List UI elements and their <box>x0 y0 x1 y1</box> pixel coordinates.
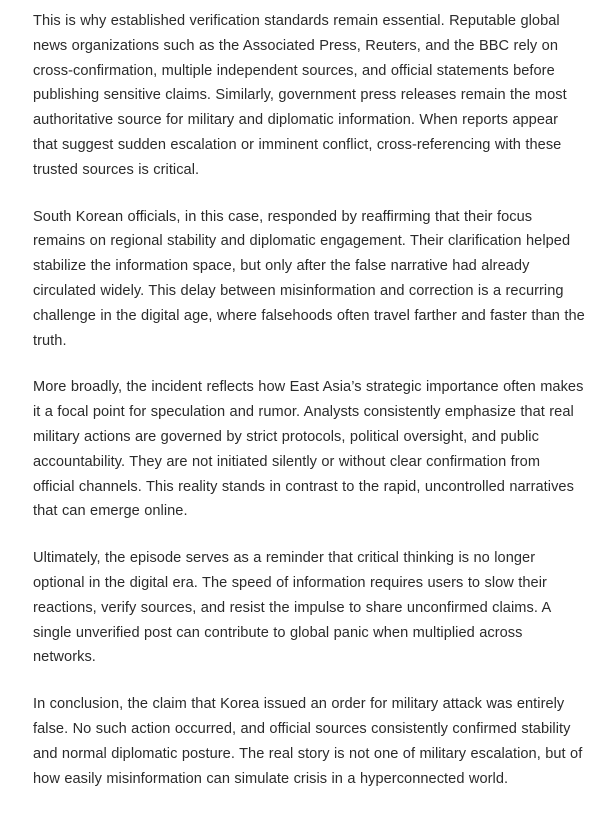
paragraph-south-korean-response: South Korean officials, in this case, responded by reaffirming that their focus remains on regional stability and diplomatic engagement. Their clarification helped stabilize the information space, but only after the false narrative had already circulated widely. This delay between misinformation and correction is a recurring challenge in the digital age, where falsehoods often travel farther and faster than the truth. <box>33 208 585 349</box>
paragraph-critical-thinking: Ultimately, the episode serves as a reminder that critical thinking is no longer optional in the digital era. The speed of information requires users to slow their reactions, verify sources, and resist the impulse to share unconfirmed claims. A single unverified post can contribute to global panic when multiplied across networks. <box>33 550 551 666</box>
paragraph-east-asia-importance: More broadly, the incident reflects how East Asia’s strategic importance often makes it a focal point for speculation and rumor. Analysts consistently emphasize that real military actions are governed by strict protocols, political oversight, and public accountability. They are not initiated silently or without clear confirmation from official channels. This reality stands in contrast to the rapid, uncontrolled narratives that can emerge online. <box>33 379 584 520</box>
paragraph-conclusion: In conclusion, the claim that Korea issued an order for military attack was entirely false. No such action occurred, and official sources consistently confirmed stability and normal diplomatic posture. The real story is not one of military escalation, but of how easily misinformation can simulate crisis in a hyperconnected world. <box>33 696 583 787</box>
paragraph-verification-standards: This is why established verification standards remain essential. Reputable global news organizations such as the Associated Press, Reuters, and the BBC rely on cross-confirmation, multiple independent sources, and official statements before publishing sensitive claims. Similarly, government press releases remain the most authoritative source for military and diplomatic information. When reports appear that suggest sudden escalation or imminent conflict, cross-referencing with these trusted sources is critical. <box>33 13 567 178</box>
